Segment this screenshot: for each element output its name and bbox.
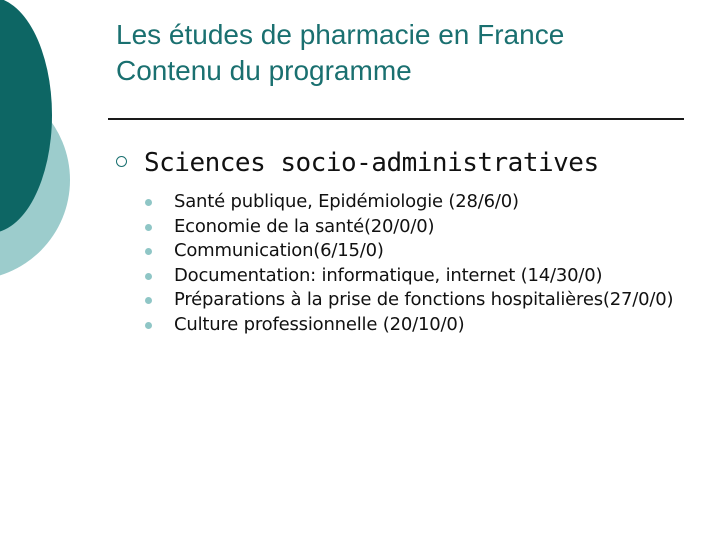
dot-bullet-icon — [145, 224, 152, 231]
decorative-circles — [0, 0, 120, 300]
list-item — [145, 313, 705, 338]
list-item-text: Economie de la santé(20/0/0) — [174, 215, 435, 237]
dot-bullet-icon — [145, 273, 152, 280]
list-item — [145, 215, 705, 240]
dot-bullet-icon — [145, 248, 152, 255]
list-item-text: Documentation: informatique, internet (14/30/0) — [174, 264, 603, 286]
section-bullet — [116, 146, 696, 180]
title-divider — [108, 118, 684, 120]
list-item — [145, 190, 705, 215]
list-item — [145, 239, 705, 264]
hollow-circle-bullet-icon — [116, 156, 127, 167]
list-item-text: Communication(6/15/0) — [174, 240, 384, 261]
dot-bullet-icon — [145, 322, 152, 329]
section-heading: Sciences socio-administratives — [144, 148, 599, 178]
list-item — [145, 288, 705, 313]
dot-bullet-icon — [145, 199, 152, 206]
list-item-text: Culture professionnelle (20/10/0) — [174, 313, 465, 335]
dot-bullet-icon — [145, 297, 152, 304]
list-item — [145, 264, 705, 289]
sub-bullet-list — [145, 190, 705, 337]
list-item-text: Préparations à la prise de fonctions hospitalières(27/0/0) — [174, 289, 674, 310]
title-line-2: Contenu du programme — [116, 55, 412, 86]
title-line-1: Les études de pharmacie en France — [116, 19, 565, 50]
slide-title — [116, 17, 706, 89]
list-item-text: Santé publique, Epidémiologie (28/6/0) — [174, 191, 519, 212]
